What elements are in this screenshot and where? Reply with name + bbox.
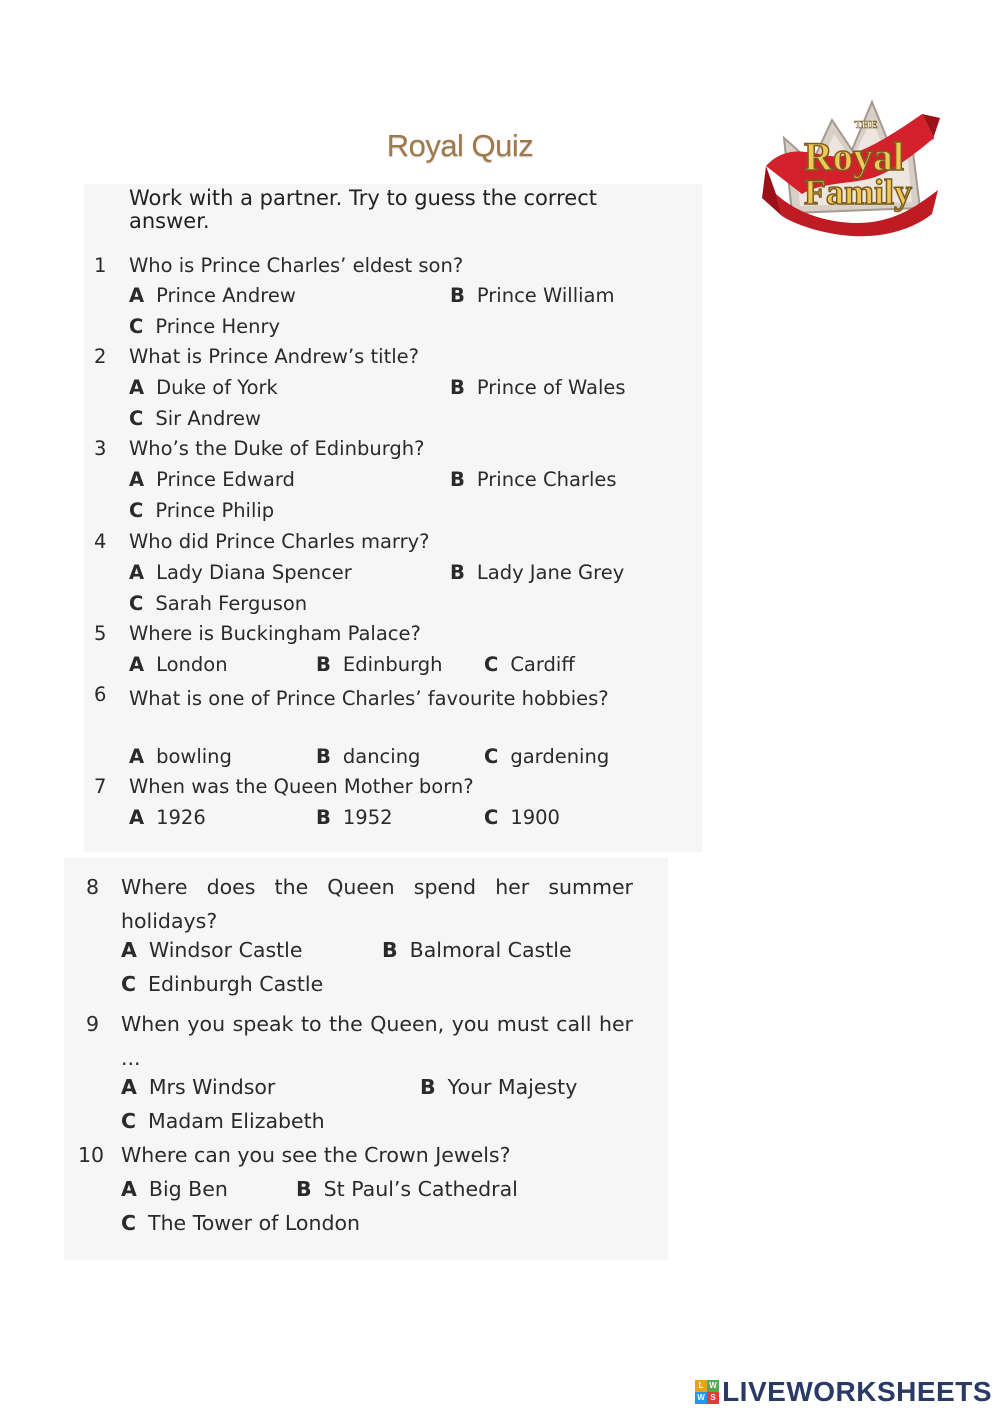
question-text: Where does the Queen spend her summer holidays?: [121, 875, 633, 933]
question-text: Where is Buckingham Palace?: [129, 622, 421, 645]
page-title: Royal Quiz: [386, 128, 534, 163]
question-text: Who’s the Duke of Edinburgh?: [129, 437, 425, 460]
option-a[interactable]: A Mrs Windsor: [121, 1075, 276, 1099]
question-text: Who is Prince Charles’ eldest son?: [129, 254, 464, 277]
svg-text:Royal: Royal: [804, 134, 904, 179]
question-number: 7: [94, 775, 107, 798]
brand-name: LIVEWORKSHEETS: [722, 1376, 992, 1407]
option-a[interactable]: A London: [129, 653, 228, 676]
option-b[interactable]: B Prince of Wales: [450, 376, 626, 399]
question-number: 3: [94, 437, 107, 460]
question-text: Where can you see the Crown Jewels?: [121, 1143, 511, 1167]
question-text: When you speak to the Queen, you must call her ...: [121, 1012, 633, 1070]
option-b[interactable]: B dancing: [316, 745, 421, 768]
option-c[interactable]: C gardening: [484, 745, 610, 768]
question-text: When was the Queen Mother born?: [129, 775, 474, 798]
option-c[interactable]: C Madam Elizabeth: [121, 1109, 325, 1133]
option-a[interactable]: A bowling: [129, 745, 232, 768]
option-c[interactable]: C Cardiff: [484, 653, 575, 676]
question-number: 5: [94, 622, 107, 645]
option-c[interactable]: C Sir Andrew: [129, 407, 261, 430]
option-c[interactable]: C Prince Philip: [129, 499, 275, 522]
option-c[interactable]: C Prince Henry: [129, 315, 281, 338]
liveworksheets-footer: [695, 1377, 992, 1407]
option-b[interactable]: B Edinburgh: [316, 653, 443, 676]
royal-family-logo: [762, 98, 942, 238]
option-b[interactable]: B Your Majesty: [420, 1075, 578, 1099]
option-b[interactable]: B Balmoral Castle: [382, 938, 572, 962]
option-a[interactable]: A Lady Diana Spencer: [129, 561, 352, 584]
option-a[interactable]: A Prince Edward: [129, 468, 295, 491]
option-c[interactable]: C The Tower of London: [121, 1211, 361, 1235]
option-a[interactable]: A Big Ben: [121, 1177, 228, 1201]
question-number: 6: [94, 683, 107, 706]
svg-text:THE: THE: [854, 119, 878, 131]
option-c[interactable]: C Sarah Ferguson: [129, 592, 308, 615]
question-number: 10: [78, 1143, 105, 1167]
option-b[interactable]: B Prince Charles: [450, 468, 617, 491]
option-c[interactable]: C Edinburgh Castle: [121, 972, 324, 996]
question-text: What is Prince Andrew’s title?: [129, 345, 419, 368]
question-text: What is one of Prince Charles’ favourite hobbies?: [129, 687, 609, 710]
question-number: 9: [86, 1012, 100, 1036]
option-b[interactable]: B St Paul’s Cathedral: [296, 1177, 518, 1201]
question-number: 4: [94, 530, 107, 553]
question-number: 8: [86, 875, 100, 899]
option-b[interactable]: B Lady Jane Grey: [450, 561, 625, 584]
liveworksheets-logo-icon: L W W S: [695, 1380, 719, 1404]
instructions: Work with a partner. Try to guess the correct answer.: [129, 186, 597, 233]
svg-text:Family: Family: [804, 172, 912, 212]
option-a[interactable]: A Prince Andrew: [129, 284, 296, 307]
question-number: 2: [94, 345, 107, 368]
question-number: 1: [94, 254, 107, 277]
option-a[interactable]: A Windsor Castle: [121, 938, 303, 962]
question-text: Who did Prince Charles marry?: [129, 530, 430, 553]
option-a[interactable]: A 1926: [129, 806, 206, 829]
option-a[interactable]: A Duke of York: [129, 376, 278, 399]
option-b[interactable]: B Prince William: [450, 284, 615, 307]
option-b[interactable]: B 1952: [316, 806, 393, 829]
option-c[interactable]: C 1900: [484, 806, 560, 829]
